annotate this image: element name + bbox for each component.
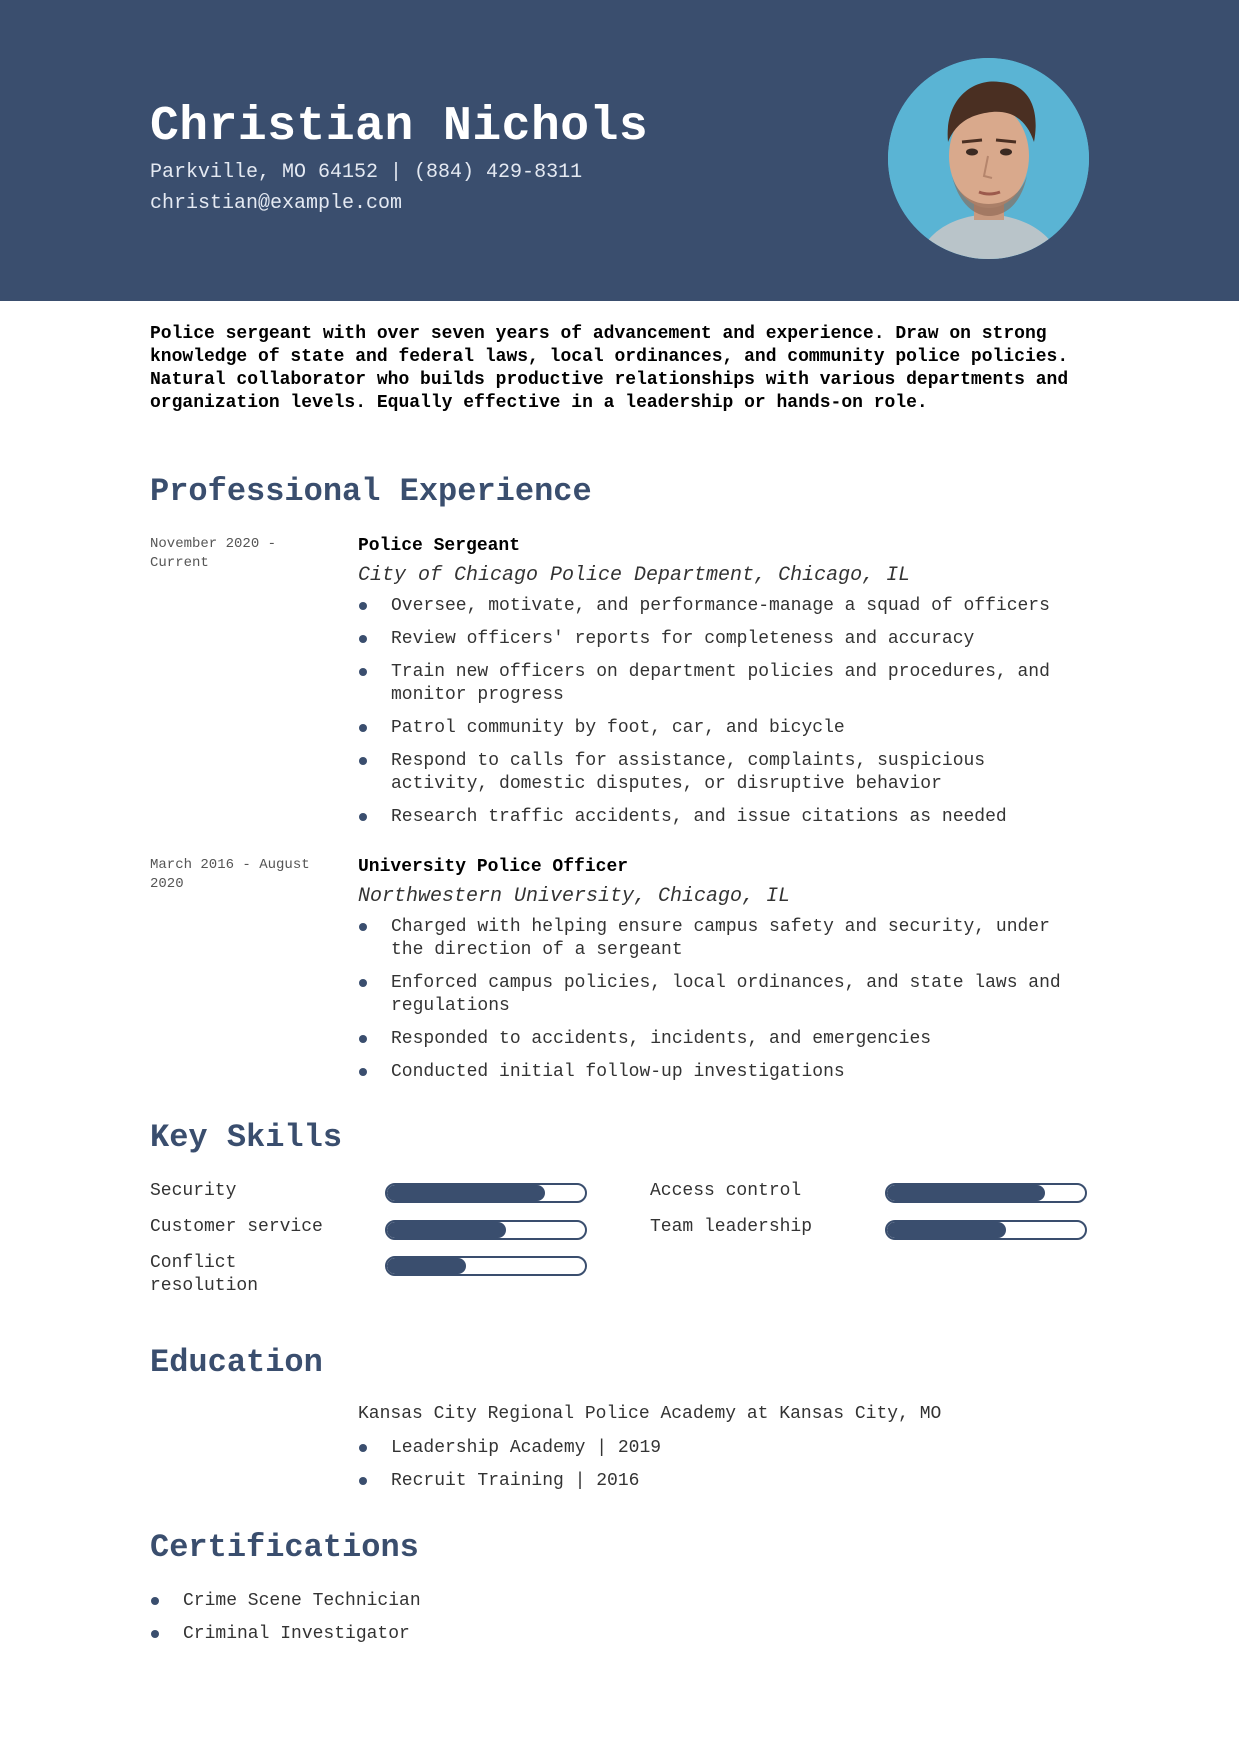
education-school: Kansas City Regional Police Academy at Kansas City, MO bbox=[358, 1404, 942, 1424]
person-portrait-icon bbox=[888, 58, 1089, 259]
list-item: Criminal Investigator bbox=[150, 1623, 1090, 1646]
skill-level-fill bbox=[887, 1185, 1045, 1201]
education-items bbox=[358, 1437, 1090, 1503]
job-employer: Northwestern University, Chicago, IL bbox=[358, 885, 791, 908]
job-dates: November 2020 - Current bbox=[150, 536, 277, 571]
list-item: Train new officers on department policies and procedures, and monitor progress bbox=[358, 661, 1090, 707]
list-item: Crime Scene Technician bbox=[150, 1590, 1090, 1613]
bullet-icon bbox=[151, 1597, 159, 1605]
skill-level-fill bbox=[387, 1222, 506, 1238]
skill-label: Security bbox=[150, 1181, 237, 1201]
list-item: Respond to calls for assistance, complaints, suspicious activity, domestic disputes, or disruptive behavior bbox=[358, 750, 1090, 796]
candidate-name: Christian Nichols bbox=[150, 100, 649, 154]
list-item: Oversee, motivate, and performance-manage a squad of officers bbox=[358, 595, 1090, 618]
list-item: Recruit Training | 2016 bbox=[358, 1470, 1090, 1493]
header-banner bbox=[0, 0, 1239, 301]
skill-level-fill bbox=[387, 1185, 545, 1201]
bullet-icon bbox=[359, 1068, 367, 1076]
list-item: Patrol community by foot, car, and bicycle bbox=[358, 717, 1090, 740]
skill-label: Access control bbox=[650, 1181, 802, 1201]
bullet-icon bbox=[359, 979, 367, 987]
certifications-list bbox=[150, 1590, 1090, 1656]
list-item: Research traffic accidents, and issue citations as needed bbox=[358, 806, 1090, 829]
profile-photo bbox=[888, 58, 1089, 259]
list-item: Review officers' reports for completeness and accuracy bbox=[358, 628, 1090, 651]
section-title-education: Education bbox=[150, 1344, 323, 1381]
skill-label: Team leadership bbox=[650, 1217, 813, 1237]
job-details bbox=[358, 856, 1090, 1094]
skill-level-fill bbox=[387, 1258, 466, 1274]
list-item: Enforced campus policies, local ordinances, and state laws and regulations bbox=[358, 972, 1090, 1018]
bullet-icon bbox=[359, 813, 367, 821]
job-bullets bbox=[358, 595, 1090, 829]
list-item: Conducted initial follow-up investigations bbox=[358, 1061, 1090, 1084]
skill-level-fill bbox=[887, 1222, 1006, 1238]
skill-level-bar bbox=[385, 1220, 587, 1240]
bullet-icon bbox=[359, 1477, 367, 1485]
bullet-icon bbox=[151, 1630, 159, 1638]
skill-level-bar bbox=[385, 1183, 587, 1203]
bullet-icon bbox=[359, 757, 367, 765]
section-title-skills: Key Skills bbox=[150, 1119, 343, 1156]
bullet-icon bbox=[359, 923, 367, 931]
skill-label: Conflict resolution bbox=[150, 1253, 259, 1296]
skill-level-bar bbox=[885, 1183, 1087, 1203]
job-employer: City of Chicago Police Department, Chicago, IL bbox=[358, 564, 911, 587]
contact-email: christian@example.com bbox=[150, 192, 403, 215]
professional-summary: Police sergeant with over seven years of advancement and experience. Draw on strong knowledge of state and federal laws, local ordinances, and community police policies. Natural collaborator who builds productive relationships with various departments and organization levels. Equally effective in a leadership or hands-on role. bbox=[150, 324, 1069, 413]
section-title-experience: Professional Experience bbox=[150, 473, 592, 510]
list-item: Responded to accidents, incidents, and emergencies bbox=[358, 1028, 1090, 1051]
bullet-icon bbox=[359, 635, 367, 643]
job-dates: March 2016 - August 2020 bbox=[150, 857, 310, 892]
skill-level-bar bbox=[885, 1220, 1087, 1240]
list-item: Charged with helping ensure campus safety and security, under the direction of a sergeant bbox=[358, 916, 1090, 962]
job-details bbox=[358, 535, 1090, 839]
section-title-certifications: Certifications bbox=[150, 1529, 419, 1566]
bullet-icon bbox=[359, 1444, 367, 1452]
bullet-icon bbox=[359, 724, 367, 732]
bullet-icon bbox=[359, 668, 367, 676]
job-bullets bbox=[358, 916, 1090, 1084]
job-title: Police Sergeant bbox=[358, 536, 521, 556]
contact-address-phone: Parkville, MO 64152 | (884) 429-8311 bbox=[150, 161, 583, 184]
job-title: University Police Officer bbox=[358, 857, 629, 877]
bullet-icon bbox=[359, 602, 367, 610]
skill-label: Customer service bbox=[150, 1217, 323, 1237]
skill-level-bar bbox=[385, 1256, 587, 1276]
list-item: Leadership Academy | 2019 bbox=[358, 1437, 1090, 1460]
bullet-icon bbox=[359, 1035, 367, 1043]
